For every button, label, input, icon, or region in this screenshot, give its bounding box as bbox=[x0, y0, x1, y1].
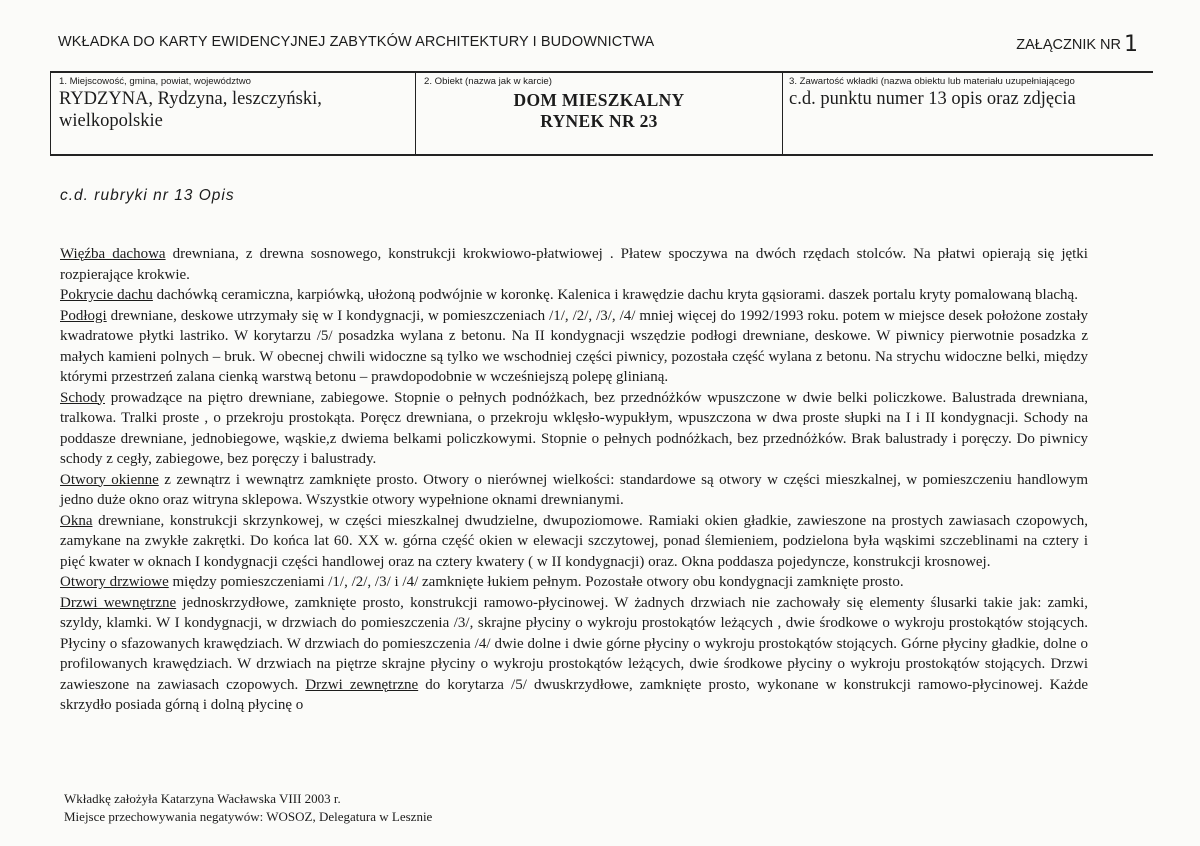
form-field-contents bbox=[783, 73, 1153, 154]
paragraph-text: drewniana, z drewna sosnowego, konstrukcji krokwiowo-płatwiowej . Płatew spoczywa na dwóch rzędach stolców. Na płatwi opierają się jętki rozpierające krokwie. bbox=[60, 246, 1088, 283]
footer-author: Wkładkę założyła Katarzyna Wacławska VIII 2003 r. bbox=[64, 791, 341, 806]
paragraph-text: drewniane, konstrukcji skrzynkowej, w części mieszkalnej dwudzielne, dwupoziomowe. Ramiaki okien gładkie, zawieszone na prostych zawiasach czopowych, zamykane na zwykłe zakrętki. Do końca lat 60. XX w. górna część okien w elewacji szczytowej, ponad ślemieniem, podzielona była wąskimi szczeblinami na cztery i pięć kwater w oknach I kondygnacji części handlowej oraz na cztery kwatery ( w II kondygnacji) oraz. Okna poddasza pojedyncze, konstrukcji krosnowej. bbox=[60, 512, 1088, 570]
paragraph-term: Pokrycie dachu bbox=[60, 287, 153, 303]
field-value: c.d. punktu numer 13 opis oraz zdjęcia bbox=[789, 89, 1076, 109]
description-body bbox=[60, 244, 1088, 716]
footer-notes bbox=[64, 790, 432, 826]
paragraph bbox=[60, 511, 1088, 573]
paragraph-text: drewniane, deskowe utrzymały się w I kondygnacji, w pomieszczeniach /1/, /2/, /3/, /4/ mniej więcej do 1992/1993 roku. potem w miejsce desek położone zostały kwadratowe płytki lastriko. W korytarzu /5/ posadzka wylana z betonu. Na II kondygnacji wszędzie podłogi drewniane, deskowe. W piwnicy pierwotnie posadzka z małych kamieni polnych – bruk. W obecnej chwili widoczne są tylko we wschodniej części piwnicy, pozostała część wylana z betonu. Na strychu widoczne belki, między którymi przestrzeń zalana cienką warstwą betonu – prawdopodobnie w wcześniejszą polepę glinianą. bbox=[60, 307, 1088, 385]
attachment-number: 1 bbox=[1124, 32, 1138, 57]
paragraph-term: Drzwi wewnętrzne bbox=[60, 594, 177, 611]
paragraph-term: Otwory okienne bbox=[60, 471, 159, 488]
paragraph bbox=[60, 285, 1088, 306]
paragraph-text: z zewnątrz i wewnątrz zamknięte prosto. Otwory o nierównej wielkości: standardowe są otwory w części mieszkalnej, w pomieszczeniu handlowym jedno duże okno oraz witryna sklepowa. Wszystkie otwory wypełnione oknami drewnianymi. bbox=[60, 471, 1088, 508]
attachment-label bbox=[1016, 30, 1138, 55]
paragraph-term: Otwory drzwiowe bbox=[60, 574, 169, 590]
paragraph-text: dachówką ceramiczna, karpiówką, ułożoną podwójnie w koronkę. Kalenica i krawędzie dachu kryta gąsiorami. daszek portalu kryty pomalowaną blachą. bbox=[152, 287, 1078, 303]
field-label: 2. Obiekt (nazwa jak w karcie) bbox=[424, 76, 552, 87]
form-header-table bbox=[50, 71, 1153, 156]
paragraph-term: Okna bbox=[60, 512, 93, 529]
paragraph bbox=[60, 244, 1088, 285]
form-field-location bbox=[51, 73, 416, 154]
paragraph-text: między pomieszczeniami /1/, /2/, /3/ i /4/ zamknięte łukiem pełnym. Pozostałe otwory obu kondygnacji zamknięte prosto. bbox=[168, 574, 904, 590]
paragraph-text: jednoskrzydłowe, zamknięte prosto, konstrukcji ramowo-płycinowej. W żadnych drzwiach nie zachowały się elementy ślusarki takie jak: zamki, szyldy, klamki. W I kondygnacji, w drzwiach do pomieszczenia /3/, skrajne płyciny o wykroju prostokątów leżących , dwie środkowe o wykroju prostokątów stojących. Płyciny o sfazowanych krawędziach. W drzwiach do pomieszczenia /4/ dwie dolne i dwie górne płyciny o wykroju prostokątów stojących. Górne płyciny gładkie, dolne o profilowanych krawędziach. W drzwiach na piętrze skrajne płyciny o wykroju prostokątów leżących, dwie środkowe płyciny o wykroju prostokątów stojących. Drzwi zawieszone na zawiasach czopowych. bbox=[60, 594, 1088, 693]
paragraph-term: Drzwi zewnętrzne bbox=[305, 676, 419, 693]
field-value: RYDZYNA, Rydzyna, leszczyński, wielkopolskie bbox=[59, 89, 322, 131]
paragraph bbox=[60, 470, 1088, 511]
paragraph bbox=[60, 593, 1088, 716]
section-heading: c.d. rubryki nr 13 Opis bbox=[60, 187, 235, 204]
field-label: 1. Miejscowość, gmina, powiat, województwo bbox=[59, 76, 251, 87]
paragraph-term: Schody bbox=[60, 389, 105, 406]
field-value bbox=[424, 90, 774, 132]
paragraph-term: Podłogi bbox=[60, 307, 107, 324]
object-address: RYNEK NR 23 bbox=[540, 111, 658, 131]
paragraph-text: prowadzące na piętro drewniane, zabiegowe. Stopnie o pełnych podnóżkach, bez przednóżków wpuszczone w dwie belki policzkowe. Balustrada drewniana, tralkowa. Tralki proste , o przekroju prostokąta. Poręcz drewniana, o przekroju wklęsło-wypukłym, wpuszczona w dwa proste słupki na I i II kondygnacji. Schody na poddasze drewniane, jednobiegowe, wąskie,z dwiema belkami policzkowymi. Stopnie o pełnych podnóżkach, bez przednóżków. Brak balustrady i poręczy. Do piwnicy schody z cegły, zabiegowe, bez poręczy i balustrady. bbox=[60, 389, 1088, 467]
form-field-object bbox=[416, 73, 783, 154]
object-name: DOM MIESZKALNY bbox=[513, 90, 685, 110]
document-title: WKŁADKA DO KARTY EWIDENCYJNEJ ZABYTKÓW ARCHITEKTURY I BUDOWNICTWA bbox=[58, 34, 655, 50]
paragraph-term: Więźba dachowa bbox=[60, 246, 166, 262]
footer-storage: Miejsce przechowywania negatywów: WOSOZ, Delegatura w Lesznie bbox=[64, 809, 433, 824]
paragraph bbox=[60, 388, 1088, 470]
paragraph bbox=[60, 572, 1088, 593]
paragraph-text: do korytarza /5/ dwuskrzydłowe, zamknięte prosto, wykonane w konstrukcji ramowo-płycinowej. Każde skrzydło posiada górną i dolną płycinę o bbox=[60, 676, 1088, 713]
attachment-label-text: ZAŁĄCZNIK NR bbox=[1016, 37, 1121, 53]
field-label: 3. Zawartość wkładki (nazwa obiektu lub materiału uzupełniającego bbox=[789, 76, 1075, 87]
paragraph bbox=[60, 306, 1088, 388]
